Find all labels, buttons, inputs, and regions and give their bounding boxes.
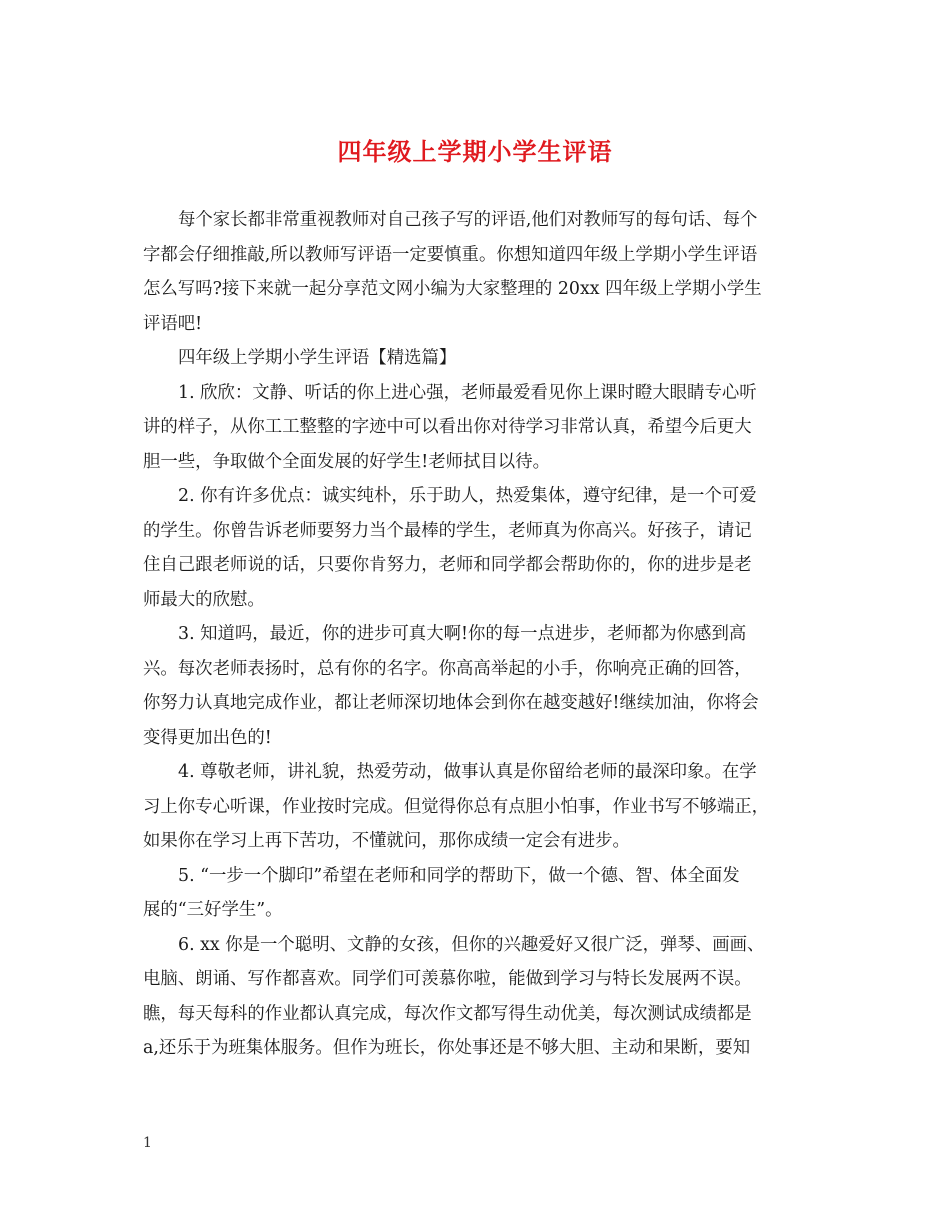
comment-paragraph bbox=[143, 859, 808, 928]
section-heading bbox=[143, 341, 808, 376]
text-line: 住自己跟老师说的话，只要你肯努力，老师和同学都会帮助你的，你的进步是老 bbox=[143, 555, 752, 575]
page-number: 1 bbox=[143, 1135, 152, 1151]
text-line: a,还乐于为班集体服务。但作为班长，你处事还是不够大胆、主动和果断，要知 bbox=[143, 1038, 751, 1058]
text-line: 2. 你有许多优点：诚实纯朴，乐于助人，热爱集体，遵守纪律，是一个可爱 bbox=[178, 486, 757, 506]
text-line: 1. 欣欣：文静、听话的你上进心强，老师最爱看见你上课时瞪大眼睛专心听 bbox=[178, 382, 757, 403]
comment-paragraph bbox=[143, 617, 808, 755]
document-body bbox=[143, 203, 808, 1066]
document-title: 四年级上学期小学生评语 bbox=[337, 137, 613, 166]
text-line: 如果你在学习上再下苦功，不懂就问，那你成绩一定会有进步。 bbox=[143, 831, 630, 851]
comment-paragraph bbox=[143, 755, 808, 859]
text-line: 5. “一步一个脚印”希望在老师和同学的帮助下，做一个德、智、体全面发 bbox=[178, 865, 740, 886]
text-line: 兴。每次老师表扬时，总有你的名字。你高高举起的小手，你响亮正确的回答， bbox=[143, 658, 752, 679]
text-line: 怎么写吗?接下来就一起分享范文网小编为大家整理的 20xx 四年级上学期小学生 bbox=[143, 279, 762, 299]
comment-paragraph bbox=[143, 376, 808, 480]
text-line: 电脑、朗诵、写作都喜欢。同学们可羡慕你啦，能做到学习与特长发展两不误。 bbox=[143, 969, 752, 989]
text-line: 习上你专心听课，作业按时完成。但觉得你总有点胆小怕事，作业书写不够端正， bbox=[143, 796, 770, 817]
intro-paragraph bbox=[143, 203, 808, 341]
text-line: 变得更加出色的! bbox=[143, 727, 272, 748]
comment-paragraph bbox=[143, 928, 808, 1066]
text-line: 每个家长都非常重视教师对自己孩子写的评语,他们对教师写的每句话、每个 bbox=[178, 210, 758, 230]
text-line: 3. 知道吗，最近，你的进步可真大啊!你的每一点进步，老师都为你感到高 bbox=[178, 624, 747, 644]
text-line: 4. 尊敬老师，讲礼貌，热爱劳动，做事认真是你留给老师的最深印象。在学 bbox=[178, 762, 757, 782]
text-line: 四年级上学期小学生评语【精选篇】 bbox=[178, 348, 457, 368]
text-line: 师最大的欣慰。 bbox=[143, 589, 265, 610]
text-line: 你努力认真地完成作业，都让老师深切地体会到你在越变越好!继续加油，你将会 bbox=[143, 693, 759, 713]
text-line: 的学生。你曾告诉老师要努力当个最棒的学生，老师真为你高兴。好孩子，请记 bbox=[143, 520, 752, 541]
text-line: 字都会仔细推敲,所以教师写评语一定要慎重。你想知道四年级上学期小学生评语 bbox=[143, 244, 758, 265]
comment-paragraph bbox=[143, 479, 808, 617]
text-line: 讲的样子，从你工工整整的字迹中可以看出你对待学习非常认真，希望今后更大 bbox=[143, 417, 752, 437]
text-line: 瞧，每天每科的作业都认真完成，每次作文都写得生动优美，每次测试成绩都是 bbox=[143, 1003, 752, 1024]
text-line: 6. xx 你是一个聪明、文静的女孩，但你的兴趣爱好又很广泛，弹琴、画画、 bbox=[178, 934, 765, 955]
text-line: 胆一些，争取做个全面发展的好学生!老师拭目以待。 bbox=[143, 451, 550, 472]
text-line: 展的“三好学生”。 bbox=[143, 900, 283, 920]
text-line: 评语吧! bbox=[143, 313, 203, 334]
